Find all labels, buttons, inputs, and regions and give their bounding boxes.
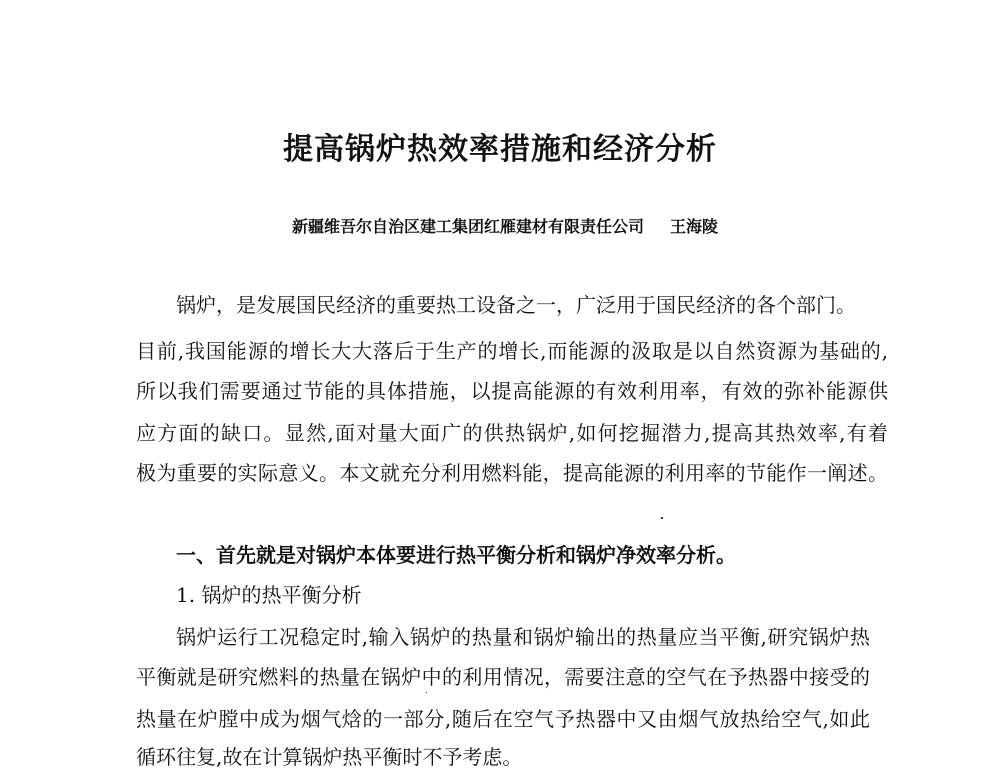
author-name: 王海陵 — [670, 217, 719, 236]
organization-name: 新疆维吾尔自治区建工集团红雁建材有限责任公司 — [291, 217, 644, 236]
byline — [0, 214, 1000, 237]
body-line: 热量在炉膛中成为烟气焓的一部分,随后在空气予热器中又由烟气放热给空气,如此 — [136, 707, 870, 731]
scan-speck — [426, 692, 427, 693]
intro-line: 应方面的缺口。显然,面对量大面广的供热锅炉,如何挖掘潜力,提高其热效率,有着 — [136, 421, 888, 445]
intro-line: 所以我们需要通过节能的具体措施，以提高能源的有效利用率，有效的弥补能源供 — [136, 379, 888, 403]
document-title: 提高锅炉热效率措施和经济分析 — [283, 132, 717, 167]
body-line: 平衡就是研究燃料的热量在锅炉中的利用情况，需要注意的空气在予热器中接受的 — [136, 665, 870, 689]
body-line: 循环往复,故在计算锅炉热平衡时不予考虑。 — [136, 745, 523, 769]
intro-line: 极为重要的实际意义。本文就充分利用燃料能，提高能源的利用率的节能作一阐述。 — [136, 461, 888, 485]
intro-line: 锅炉，是发展国民经济的重要热工设备之一，广泛用于国民经济的各个部门。 — [176, 293, 856, 317]
subsection-heading: 1. 锅炉的热平衡分析 — [176, 583, 362, 607]
intro-line: 目前,我国能源的增长大大落后于生产的增长,而能源的汲取是以自然资源为基础的, — [136, 339, 888, 363]
scan-speck — [661, 517, 663, 519]
body-line: 锅炉运行工况稳定时,输入锅炉的热量和锅炉输出的热量应当平衡,研究锅炉热 — [176, 625, 870, 649]
section-heading: 一、首先就是对锅炉本体要进行热平衡分析和锅炉净效率分析。 — [176, 543, 736, 567]
